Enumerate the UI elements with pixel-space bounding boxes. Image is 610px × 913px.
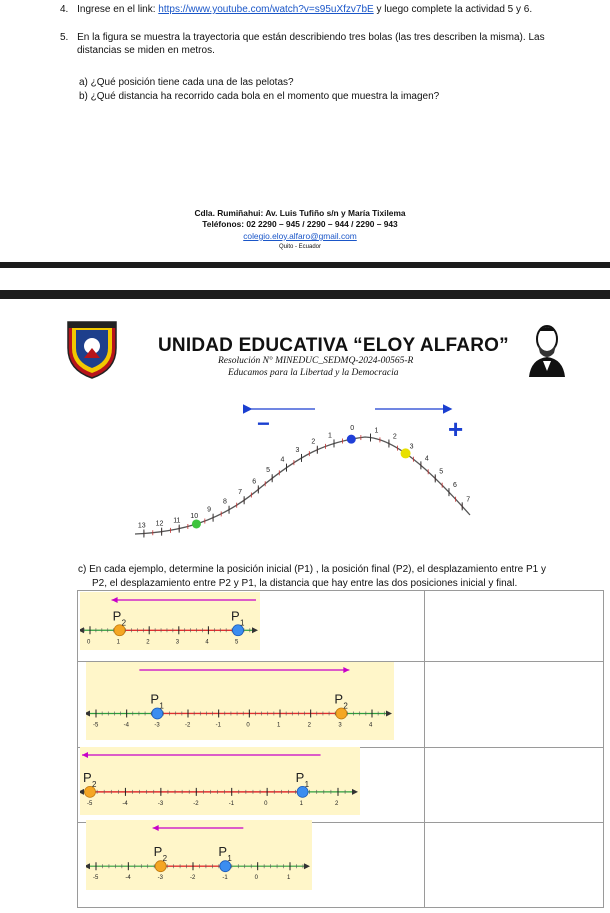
minus-sign: − (257, 411, 270, 436)
question-5a: a) ¿Qué posición tiene cada una de las pelotas? (79, 77, 294, 88)
green-ball (192, 519, 201, 528)
trajectory-ticks (144, 434, 462, 538)
direction-arrowhead (153, 825, 159, 831)
number-line-tick-label: -2 (190, 875, 196, 882)
number-line-arrowhead (386, 710, 392, 716)
trajectory-label: 10 (190, 512, 199, 520)
number-line-tick-label: -3 (157, 875, 164, 882)
svg-text:P: P (112, 608, 122, 624)
school-crest-logo (64, 318, 120, 380)
number-line-tick-label: -2 (193, 800, 199, 807)
answer-1-cell[interactable] (425, 591, 604, 662)
trajectory-label: 4 (280, 456, 285, 464)
number-line-tick-label: 2 (307, 722, 312, 729)
trajectory-label: 4 (424, 455, 429, 463)
trajectory-label: 7 (238, 489, 243, 497)
answer-4-cell[interactable] (425, 823, 604, 908)
number-line-tick-label: 1 (277, 722, 281, 729)
svg-text:P: P (150, 691, 160, 707)
number-line-arrowhead (80, 789, 84, 795)
number-line-tick-label: -3 (154, 722, 160, 729)
direction-arrowhead (343, 667, 349, 673)
number-line-tick-label: -5 (93, 722, 99, 729)
number-line-tick-label: 1 (287, 875, 291, 882)
footer-phones: Teléfonos: 02 2290 – 945 / 2290 – 944 / 2290 – 943 (202, 219, 398, 229)
trajectory-label: 5 (439, 468, 444, 476)
trajectory-label: 11 (173, 517, 181, 525)
svg-text:2: 2 (162, 854, 168, 864)
footer-email[interactable]: colegio.eloy.alfaro@gmail.com (243, 231, 357, 241)
number-line-tick-label: -5 (87, 800, 93, 807)
number-line-tick-label: 2 (146, 639, 150, 646)
trajectory-label-zero: 0 (350, 425, 355, 433)
number-line-2 (86, 662, 394, 740)
svg-text:P: P (231, 608, 240, 624)
portrait-eloy-alfaro (527, 323, 567, 377)
number-line-arrowhead (80, 627, 84, 633)
number-line-arrowhead (352, 789, 358, 795)
number-line-tick-label: 3 (338, 722, 342, 729)
motto-text: Educamos para la Libertad y la Democracia (228, 368, 399, 378)
trajectory-labels (138, 425, 470, 529)
svg-text:2: 2 (343, 701, 348, 711)
trajectory-figure (110, 400, 510, 540)
trajectory-label: 2 (311, 438, 316, 446)
number-line-4 (86, 820, 312, 890)
trajectory-label: 6 (452, 482, 457, 490)
trajectory-label: 13 (137, 522, 146, 530)
page-break-bottom (0, 290, 610, 299)
youtube-link[interactable]: https://www.youtube.com/watch?v=s95uXfzv7bE (158, 4, 374, 15)
question-5b: b) ¿Qué distancia ha recorrido cada bola en el momento que muestra la imagen? (79, 91, 440, 102)
footer-city: Quito - Ecuador (278, 244, 322, 250)
answer-3-cell[interactable] (425, 748, 604, 823)
number-line-tick-label: 3 (175, 639, 180, 646)
svg-text:1: 1 (304, 779, 310, 789)
blue-ball (347, 435, 356, 444)
svg-text:P: P (153, 844, 163, 860)
trajectory-label: 5 (266, 467, 271, 475)
question-4: 4. Ingrese en el link: https://www.youtube.com/watch?v=s95uXfzv7bE y luego complete la actividad 5 y 6. (60, 4, 533, 15)
svg-text:1: 1 (240, 618, 245, 628)
number-line-tick-label: 2 (335, 800, 339, 807)
number-line-arrowhead (252, 627, 258, 633)
svg-text:P: P (334, 691, 344, 707)
trajectory-label: 12 (155, 520, 164, 528)
svg-text:P: P (218, 844, 228, 860)
number-line-3 (80, 747, 360, 815)
plus-sign: + (448, 414, 464, 444)
answer-2-cell[interactable] (425, 662, 604, 748)
trajectory-label: 7 (466, 496, 471, 504)
question-c-line2: P2, el desplazamiento entre P2 y P1, la distancia que hay entre las dos posiciones inicial y final. (92, 578, 518, 589)
question-5-line2: distancias se miden en metros. (77, 45, 215, 56)
trajectory-label: 3 (409, 443, 414, 451)
svg-text:1: 1 (159, 701, 164, 711)
footer-address: Cdla. Rumiñahui: Av. Luis Tufiño s/n y María Tixilema (194, 208, 406, 218)
trajectory-curve (135, 437, 470, 534)
number-line-tick-label: 4 (369, 722, 373, 729)
number-line-tick-label: 0 (264, 800, 268, 807)
number-line-tick-label: -4 (122, 800, 128, 807)
school-name: UNIDAD EDUCATIVA “ELOY ALFARO” (158, 335, 509, 356)
trajectory-label: 9 (207, 506, 212, 514)
number-line-tick-label: -1 (215, 722, 222, 729)
trajectory-label: 1 (327, 432, 332, 440)
number-line-1 (80, 592, 260, 650)
resolution-text: Resolución N° MINEDUC_SEDMQ-2024-00565-R (218, 356, 414, 366)
number-line-tick-label: -2 (185, 722, 191, 729)
number-line-arrowhead (86, 863, 90, 869)
number-line-tick-label: 5 (235, 639, 239, 646)
trajectory-label: 1 (374, 427, 379, 435)
number-line-tick-label: -4 (125, 875, 131, 882)
yellow-ball (401, 448, 411, 458)
number-line-tick-label: 0 (254, 875, 259, 882)
number-line-tick-label: 0 (246, 722, 250, 729)
svg-text:P: P (83, 769, 92, 785)
question-5: 5. En la figura se muestra la trayectoria que están describiendo tres bolas (las tres describen la misma). Las (60, 32, 545, 43)
svg-text:2: 2 (92, 779, 97, 789)
number-line-tick-label: 1 (299, 800, 303, 807)
trajectory-label: 8 (223, 498, 227, 506)
trajectory-label: 3 (295, 446, 300, 454)
trajectory-label: 6 (252, 478, 257, 486)
number-line-tick-label: -4 (123, 722, 130, 729)
number-line-tick-label: -1 (222, 875, 228, 882)
svg-text:P: P (295, 769, 305, 785)
number-line-tick-label: 4 (205, 639, 209, 646)
number-line-tick-label: -5 (93, 875, 99, 882)
page-break-top (0, 262, 610, 268)
question-c-line1: c) En cada ejemplo, determine la posición inicial (P1) , la posición final (P2), el desplazamiento entre P1 y (78, 564, 547, 575)
svg-text:1: 1 (227, 854, 232, 864)
number-line-tick-label: 1 (116, 639, 120, 646)
trajectory-label: 2 (392, 433, 397, 441)
number-line-tick-label: -3 (157, 800, 164, 807)
number-line-tick-label: -1 (228, 800, 235, 807)
direction-arrowhead (82, 752, 88, 758)
number-line-arrowhead (86, 710, 90, 716)
number-line-arrowhead (304, 863, 310, 869)
direction-arrowhead (112, 597, 118, 603)
number-line-tick-label: 0 (87, 639, 91, 646)
svg-text:2: 2 (121, 618, 127, 628)
